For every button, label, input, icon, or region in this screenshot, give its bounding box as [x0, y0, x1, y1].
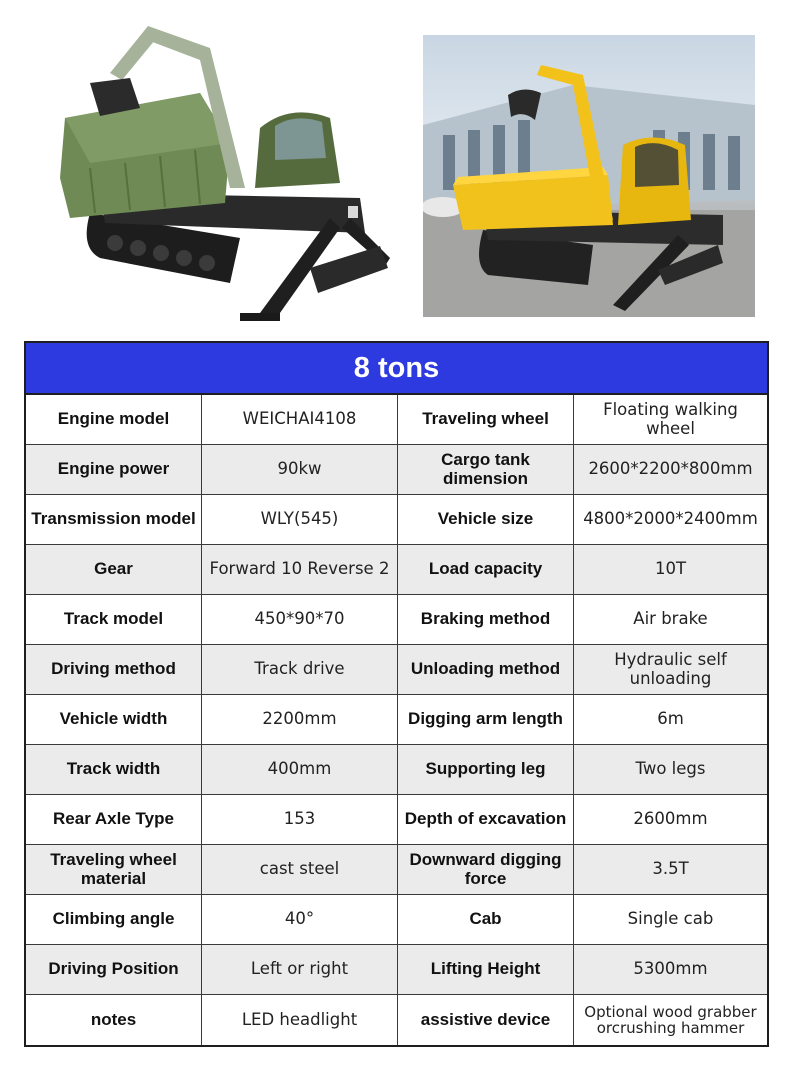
spec-value: 6m: [657, 709, 684, 729]
spec-value: cast steel: [202, 845, 398, 894]
table-row: [26, 395, 767, 445]
spec-value: 3.5T: [652, 859, 689, 879]
spec-label: Traveling wheel: [398, 395, 574, 444]
spec-label: Gear: [26, 545, 202, 594]
spec-value: Track drive: [202, 645, 398, 694]
spec-label: Driving Position: [26, 945, 202, 994]
spec-value: 5300mm: [633, 959, 708, 979]
product-photo-yellow: [423, 35, 755, 317]
table-row: [26, 845, 767, 895]
table-row: [26, 595, 767, 645]
spec-label: Driving method: [26, 645, 202, 694]
table-row: [26, 695, 767, 745]
table-row: [26, 645, 767, 695]
yellow-excavator-illustration: [423, 35, 755, 317]
spec-table: [24, 341, 769, 1047]
spec-value: 153: [202, 795, 398, 844]
spec-label: Load capacity: [398, 545, 574, 594]
spec-label: Cab: [398, 895, 574, 944]
spec-value: 2600mm: [633, 809, 708, 829]
spec-value: 90kw: [202, 445, 398, 494]
spec-label: Digging arm length: [398, 695, 574, 744]
table-row: [26, 795, 767, 845]
spec-value: 10T: [654, 559, 687, 579]
spec-value: Forward 10 Reverse 2: [202, 545, 398, 594]
spec-value: WLY(545): [202, 495, 398, 544]
spec-value: LED headlight: [202, 995, 398, 1045]
spec-value: Optional wood grabber orcrushing hammer: [584, 1002, 757, 1037]
spec-label: assistive device: [398, 995, 574, 1045]
spec-label: Engine model: [26, 395, 202, 444]
spec-value: 40°: [202, 895, 398, 944]
spec-value: 400mm: [202, 745, 398, 794]
table-row: [26, 945, 767, 995]
spec-value: 2600*2200*800mm: [588, 459, 753, 479]
green-excavator-illustration: [30, 8, 392, 330]
table-row: [26, 495, 767, 545]
spec-value: Two legs: [635, 759, 706, 779]
table-row: [26, 745, 767, 795]
spec-label: Vehicle width: [26, 695, 202, 744]
spec-label: Vehicle size: [398, 495, 574, 544]
product-photo-green: [30, 8, 392, 330]
spec-value: Floating walking wheel: [603, 400, 738, 438]
spec-label: Downward digging force: [398, 845, 574, 894]
spec-value: WEICHAI4108: [202, 395, 398, 444]
spec-label: Depth of excavation: [398, 795, 574, 844]
spec-label: Traveling wheel material: [26, 845, 202, 894]
table-row: [26, 445, 767, 495]
spec-value: Single cab: [627, 909, 714, 929]
spec-label: Lifting Height: [398, 945, 574, 994]
spec-value: 2200mm: [202, 695, 398, 744]
spec-label: Rear Axle Type: [26, 795, 202, 844]
table-row: [26, 545, 767, 595]
spec-value: Air brake: [633, 609, 708, 629]
spec-label: Cargo tank dimension: [398, 445, 574, 494]
spec-label: notes: [26, 995, 202, 1045]
spec-value: Left or right: [202, 945, 398, 994]
spec-value: Hydraulic self unloading: [614, 650, 727, 688]
spec-label: Track width: [26, 745, 202, 794]
spec-label: Transmission model: [26, 495, 202, 544]
table-row: [26, 895, 767, 945]
spec-label: Track model: [26, 595, 202, 644]
spec-value: 4800*2000*2400mm: [583, 509, 758, 529]
spec-value: 450*90*70: [202, 595, 398, 644]
spec-label: Braking method: [398, 595, 574, 644]
table-title: 8 tons: [26, 343, 767, 395]
table-row: [26, 995, 767, 1045]
spec-label: Climbing angle: [26, 895, 202, 944]
spec-label: Unloading method: [398, 645, 574, 694]
spec-label: Supporting leg: [398, 745, 574, 794]
spec-label: Engine power: [26, 445, 202, 494]
